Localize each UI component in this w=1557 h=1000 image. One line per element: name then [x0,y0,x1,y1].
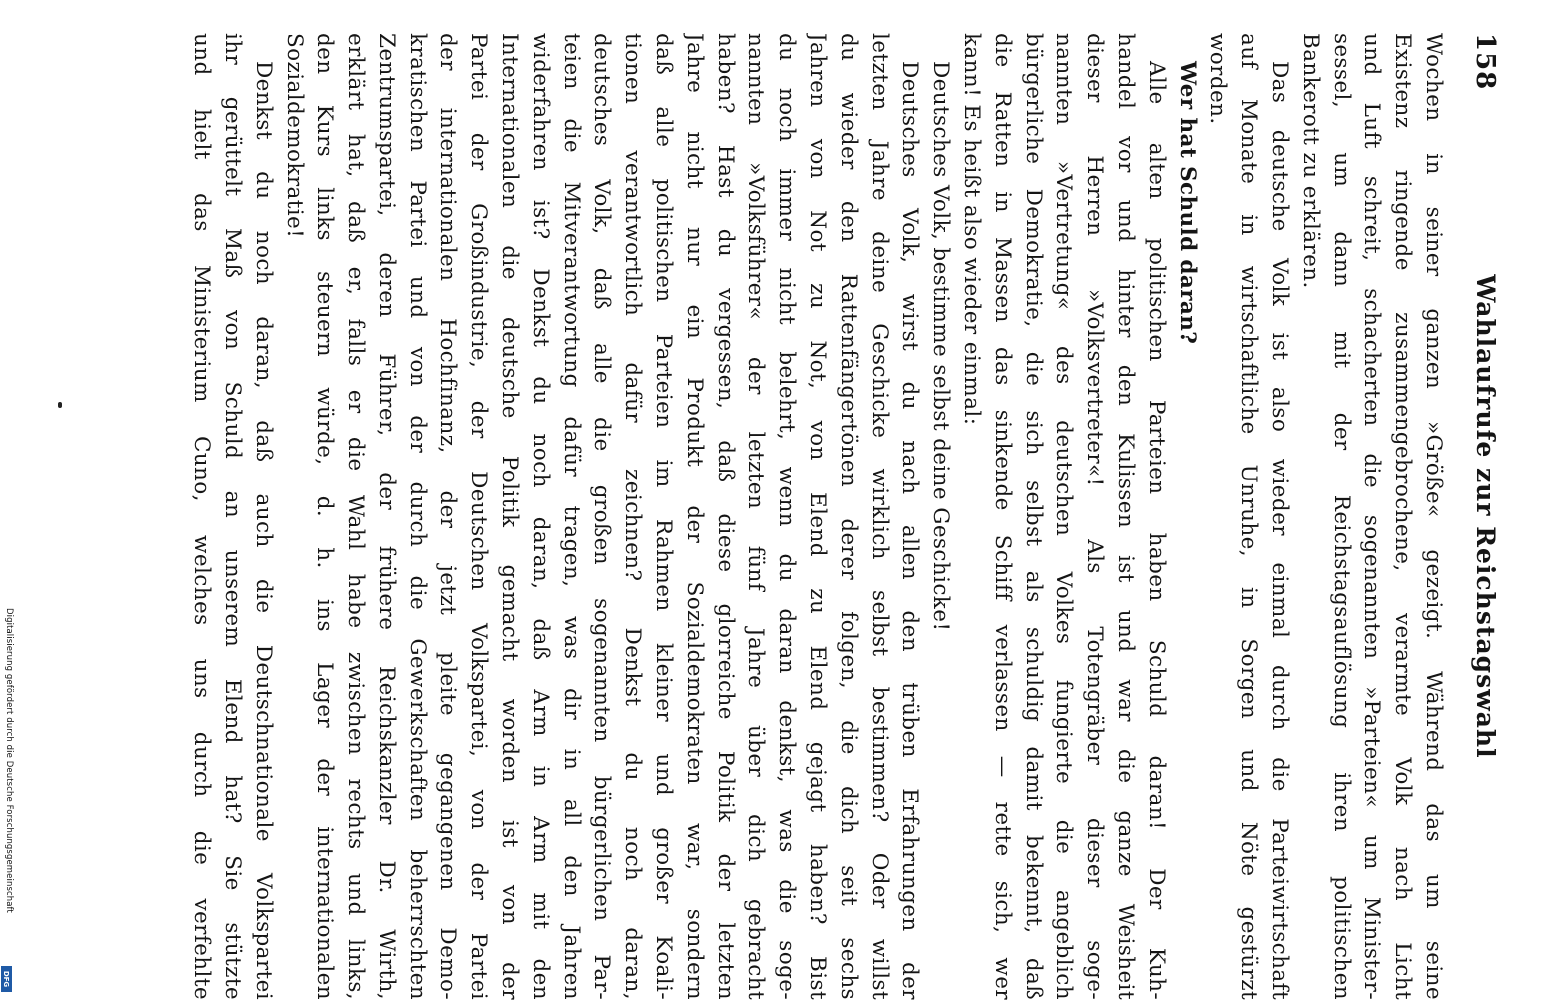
text-line: erklärt hat, daß er, falls er die Wahl habe zwischen rechts und links, [343,33,369,1000]
text-line: Das deutsche Volk ist also wieder einmal durch die Parteiwirtschaft [1267,61,1293,1000]
text-line: Denkst du noch daran, daß auch die Deutschnationale Volkspartei [250,61,276,1000]
text-line: worden. [1205,33,1231,125]
text-line: nannten »Volksführer« der letzten fünf Jahre über dich gebracht [743,33,769,1000]
text-line: bürgerliche Demokratie, die sich selbst als schuldig damit bekennt, daß [1020,33,1046,1000]
text-line: und hielt das Ministerium Cuno, welches uns durch die verfehlte [189,33,215,1000]
text-line: Alle alten politischen Parteien haben Schuld daran! Der Kuh- [1143,61,1169,1000]
text-line: letzten Jahre deine Geschicke wirklich selbst bestimmen? Oder willst [866,33,892,1000]
text-line: handel vor und hinter den Kulissen ist und war die ganze Weisheit [1113,33,1139,1000]
text-line: Deutsches Volk, wirst du nach allen den trüben Erfahrungen der [897,61,923,1000]
page-number: 158 [1470,33,1500,91]
ink-speck [58,402,62,408]
digitization-credit: Digitalisierung gefördert durch die Deutsche Forschungsgemeinschaft [4,608,14,913]
text-line: der internationalen Hochfinanz, der jetzt pleite gegangenen Demo- [435,33,461,1000]
text-line: nannten »Vertretung« des deutschen Volkes fungierte die angeblich [1051,33,1077,1000]
text-line: Internationalen die deutsche Politik gemacht worden ist von der [497,33,523,1000]
body-text [185,33,1448,1000]
text-line: tionen verantwortlich dafür zeichnen? Denkst du noch daran, [620,33,646,1000]
rotated-page-content [130,33,1500,1000]
text-line: Wochen in seiner ganzen »Größe« gezeigt. Während das um seine [1421,33,1446,1000]
text-line: Deutsches Volk, bestimme selbst deine Geschicke! [928,61,954,632]
text-line: und Luft schreit, schacherten die sogenannten »Parteien« um Minister- [1359,33,1385,1000]
text-line: daß alle politischen Parteien im Rahmen kleiner und großer Koali- [651,33,677,1000]
running-title: Wahlaufrufe zur Reichstagswahl [1471,274,1500,759]
text-line: sessel, um dann mit der Reichstagsauflösung ihren politischen [1328,33,1354,1000]
text-line: dieser Herren »Volksvertreter«! Als Totengräber dieser soge- [1082,33,1108,1000]
text-line: Wer hat Schuld daran? [1174,61,1200,345]
text-line: Sozialdemokratie! [281,33,307,239]
text-line: Jahre nicht nur ein Produkt der Sozialdemokraten war, sondern [681,33,707,1000]
text-line: die Ratten in Massen das sinkende Schiff verlassen — rette sich, wer [989,33,1015,1000]
text-line: Jahren von Not zu Not, von Elend zu Elend gejagt haben? Bist [805,33,831,1000]
text-line: auf Monate in wirtschaftliche Unruhe, in Sorgen und Nöte gestürzt [1236,33,1262,1000]
text-line: Bankerott zu erklären. [1297,33,1323,289]
text-line: teien die Mitverantwortung dafür tragen, was dir in all den Jahren [558,33,584,1000]
text-line: Zentrumspartei, deren Führer, der frühere Reichskanzler Dr. Wirth, [373,33,399,1000]
text-line: kratischen Partei und von der durch die Gewerkschaften beherrschten [404,33,430,1000]
text-line: deutsches Volk, daß alle die großen sogenannten bürgerlichen Par- [589,33,615,1000]
text-line: widerfahren ist? Denkst du noch daran, daß Arm in Arm mit den [527,33,553,1000]
text-line: du noch immer nicht belehrt, wenn du daran denkst, was die soge- [774,33,800,1000]
side-credit [0,0,14,1000]
text-line: du wieder den Rattenfängertönen derer folgen, die dich seit sechs [835,33,861,1000]
text-line: kann! Es heißt also wieder einmal: [959,33,985,426]
text-line: den Kurs links steuern würde, d. h. ins Lager der internationalen [312,33,338,1000]
text-line: haben? Hast du vergessen, daß diese glorreiche Politik der letzten [712,33,738,1000]
text-line: Partei der Großindustrie, der Deutschen Volkspartei, von der Partei [466,33,492,1000]
text-line: ihr gerüttelt Maß von Schuld an unserem Elend hat? Sie stützte [219,33,245,1000]
page-header [1458,33,1500,1000]
text-line: Existenz ringende zusammengebrochene, verarmte Volk nach Licht [1390,33,1416,1000]
dfg-logo-icon: DFG [1,966,12,992]
